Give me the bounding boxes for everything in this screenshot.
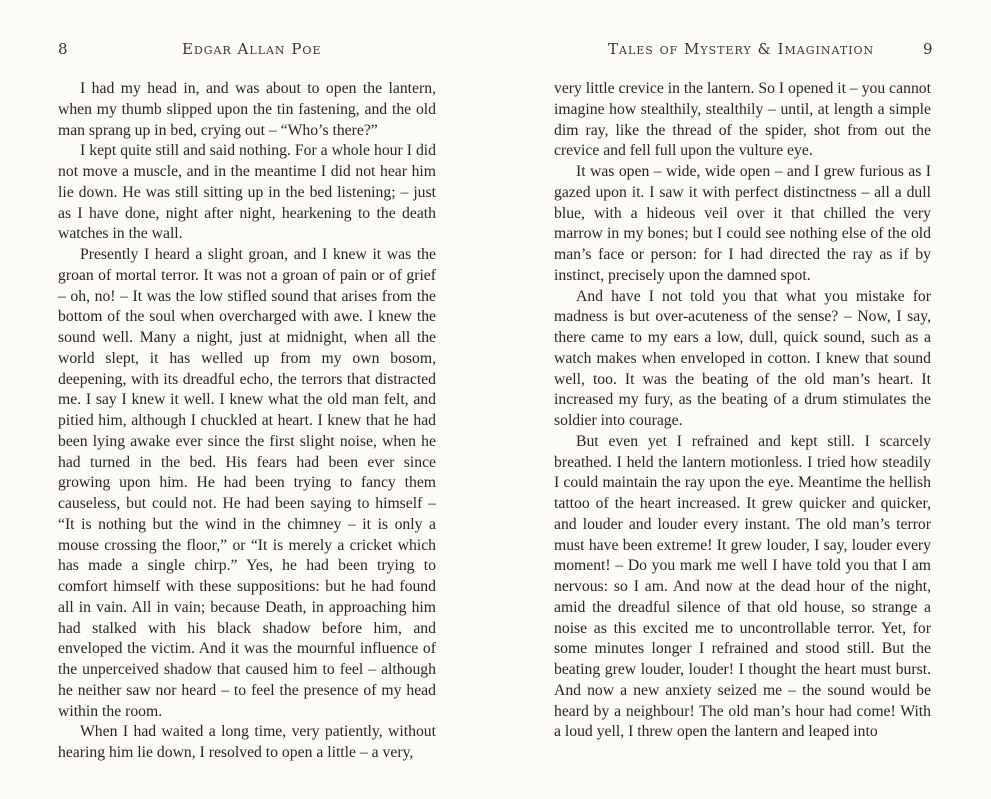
paragraph: I kept quite still and said nothing. For a whole hour I did not move a muscle, and in the meantime I did not hear him lie down. He was still sitting up in the bed listening; – just as I have done, night after night, hearkening to the death watches in the wall.: [58, 142, 436, 243]
paragraph: Presently I heard a slight groan, and I knew it was the groan of mortal terror. It was not a groan of pain or of grief – oh, no! – It was the low stifled sound that arises from the bottom of the soul when overcharged with awe. I knew the sound well. Many a night, just at midnight, when all the world slept, it has welled up from my own bosom, deepening, with its dreadful echo, the terrors that distracted me. I say I knew it well. I knew what the old man felt, and pitied him, although I chuckled at heart. I knew that he had been lying awake ever since the first slight noise, when he had turned in the bed. His fears had been ever since growing upon him. He had been trying to fancy them causeless, but could not. He had been saying to himself – “It is nothing but the wind in the chimney – it is only a mouse crossing the floor,” or “It is merely a cricket which has made a single chirp.” Yes, he had been trying to comfort himself with these suppositions: but he had found all in vain. All in vain; because Death, in approaching him had stalked with his black shadow before him, and enveloped the victim. And it was the mournful influence of the unperceived shadow that caused him to feel – although he neither saw nor heard – to feel the presence of my head within the room.: [58, 246, 436, 720]
paragraph: When I had waited a long time, very patiently, without hearing him lie down, I resolved to open a little – a very,: [58, 723, 436, 761]
paragraph: very little crevice in the lantern. So I opened it – you cannot imagine how stealthily, stealthily – until, at length a simple dim ray, like the thread of the spider, shot from out the crevice and fell full upon the vulture eye.: [554, 80, 931, 160]
right-running-title: Tales of Mystery & Imagination: [608, 40, 875, 58]
left-body-text: [58, 79, 436, 764]
right-page-number: 9: [923, 40, 934, 58]
right-body-text: [554, 79, 931, 743]
paragraph: It was open – wide, wide open – and I grew furious as I gazed upon it. I saw it with perfect distinctness – all a dull blue, with a hideous veil over it that chilled the very marrow in my bones; but I could see nothing else of the old man’s face or person: for I had directed the ray as if by instinct, precisely upon the damned spot.: [554, 163, 931, 284]
left-page: [0, 0, 495, 799]
left-page-number: 8: [58, 40, 69, 58]
paragraph: But even yet I refrained and kept still. I scarcely breathed. I held the lantern motionless. I tried how steadily I could maintain the ray upon the eye. Meantime the hellish tattoo of the heart increased. It grew quicker and quicker, and louder and louder every instant. The old man’s terror must have been extreme! It grew louder, I say, louder every moment! – Do you mark me well I have told you that I am nervous: so I am. And now at the dead hour of the night, amid the dreadful silence of that old house, so strange a noise as this excited me to uncontrollable terror. Yet, for some minutes longer I refrained and stood still. But the beating grew louder, louder! I thought the heart must burst. And now a new anxiety seized me – the sound would be heard by a neighbour! The old man’s hour had come! With a loud yell, I threw open the lantern and leaped into: [554, 432, 931, 741]
left-running-title: Edgar Allan Poe: [182, 40, 322, 58]
paragraph: I had my head in, and was about to open the lantern, when my thumb slipped upon the tin fastening, and the old man sprang up in bed, crying out – “Who’s there?”: [58, 80, 436, 139]
right-page: [496, 0, 991, 799]
paragraph: And have I not told you that what you mistake for madness is but over-acuteness of the sense? – Now, I say, there came to my ears a low, dull, quick sound, such as a watch makes when enveloped in cotton. I knew that sound well, too. It was the beating of the old man’s heart. It increased my fury, as the beating of a drum stimulates the soldier into courage.: [554, 287, 931, 429]
